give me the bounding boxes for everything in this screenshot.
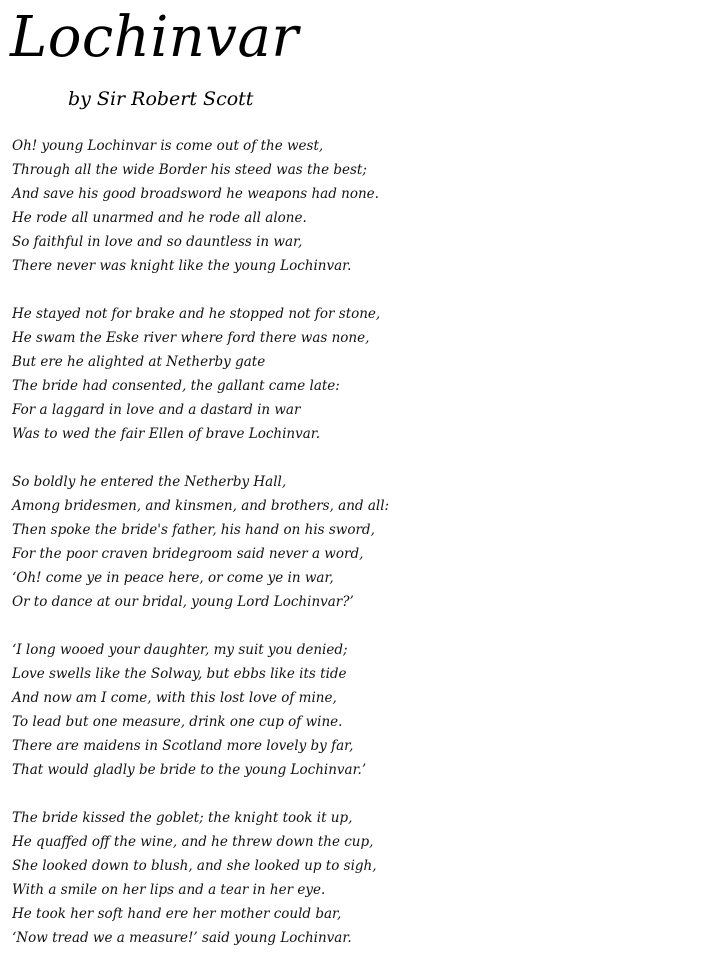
poem-line: She looked down to blush, and she looked up to sigh, [12,858,377,874]
poem-line: Oh! young Lochinvar is come out of the west, [12,138,324,154]
poem-body [12,134,712,974]
poem-line: The bride kissed the goblet; the knight took it up, [12,810,353,826]
stanza [12,806,712,950]
poem-line: He swam the Eske river where ford there was none, [12,330,370,346]
poem-line: To lead but one measure, drink one cup of wine. [12,714,343,730]
poem-line: There never was knight like the young Lochinvar. [12,258,352,274]
poem-line: For the poor craven bridegroom said never a word, [12,546,364,562]
poem-line: Then spoke the bride's father, his hand on his sword, [12,522,375,538]
poem-line: ‘Oh! come ye in peace here, or come ye in war, [12,570,334,586]
poem-line: So boldly he entered the Netherby Hall, [12,474,287,490]
poem-line: That would gladly be bride to the young Lochinvar.’ [12,762,367,778]
poem-line: Or to dance at our bridal, young Lord Lochinvar?’ [12,594,354,610]
poem-line: He quaffed off the wine, and he threw down the cup, [12,834,374,850]
poem-line: Through all the wide Border his steed was the best; [12,162,367,178]
stanza [12,302,712,446]
poem-line: He stayed not for brake and he stopped not for stone, [12,306,381,322]
poem-line: ‘Now tread we a measure!’ said young Lochinvar. [12,930,352,946]
poem-line: Among bridesmen, and kinsmen, and brothers, and all: [12,498,390,514]
poem-line: ‘I long wooed your daughter, my suit you denied; [12,642,348,658]
poem-line: The bride had consented, the gallant came late: [12,378,340,394]
poem-line: Love swells like the Solway, but ebbs like its tide [12,666,347,682]
poem-title: Lochinvar [10,5,299,70]
poem-line: And now am I come, with this lost love of mine, [12,690,337,706]
poem-line: There are maidens in Scotland more lovely by far, [12,738,354,754]
poem-line: With a smile on her lips and a tear in her eye. [12,882,326,898]
poem-line: He rode all unarmed and he rode all alone. [12,210,307,226]
poem-line: But ere he alighted at Netherby gate [12,354,266,370]
poem-line: Was to wed the fair Ellen of brave Lochinvar. [12,426,321,442]
stanza [12,470,712,614]
poem-line: And save his good broadsword he weapons had none. [12,186,379,202]
poem-line: He took her soft hand ere her mother could bar, [12,906,342,922]
poem-line: For a laggard in love and a dastard in war [12,402,301,418]
stanza [12,134,712,278]
poem-byline: by Sir Robert Scott [68,88,254,110]
poem-line: So faithful in love and so dauntless in war, [12,234,303,250]
stanza [12,638,712,782]
